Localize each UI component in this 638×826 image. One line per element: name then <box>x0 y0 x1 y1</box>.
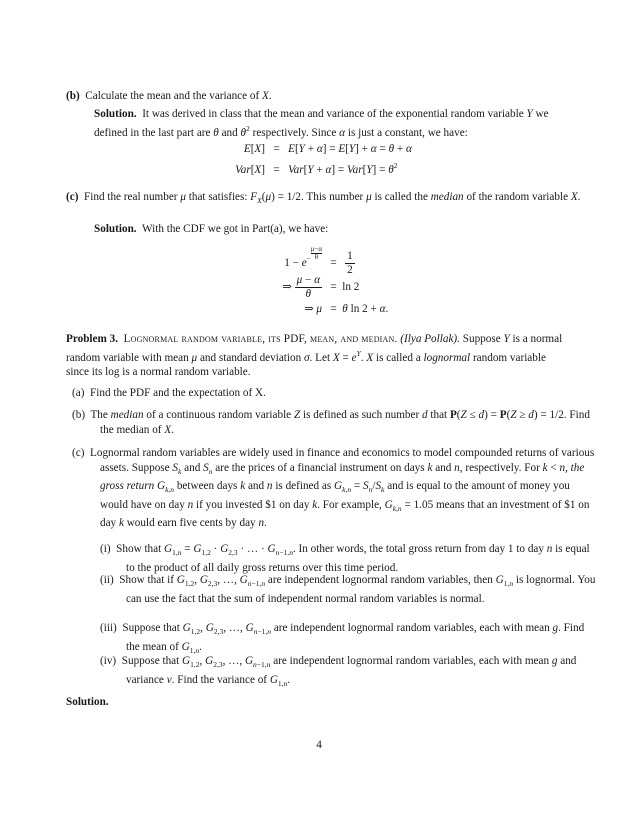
problem-3-iii-label: (iii) <box>100 622 117 634</box>
part-c-solution-label: Solution. <box>94 223 137 235</box>
part-c-solution-text: With the CDF we got in Part(a), we have: <box>142 223 329 235</box>
problem-3-part-c: (c) Lognormal random variables are widely used in finance and economics to model compounded returns of various assets. Suppose $S_k$ and $S_n$ are the prices of a financial instrument on days k and n, respectively. For k < n, the gross return $G_{k,n}$ between days k and n is defined as $G_{k,n} = S_n/S_k$ and is equal to the amount of money you would have on day n if you invested $1 on day k. For example, $G_{k,n} = 1.05$ means that an investment of $1 on day k would earn five cents by day n. <box>72 447 595 529</box>
median-rhs-ln2: ln 2 <box>342 281 360 294</box>
page-number: 4 <box>316 739 322 751</box>
problem-3-part-a <box>72 386 598 401</box>
problem-3-part-c-i: (i) Show that $G_{1,n} = G_{1,2} \cdot G_{2,3}$ · … · $G_{n-1,n}$. In other words, the total gross return from day 1 to day n is equal to the product of all daily gross returns over this time period. <box>100 543 590 574</box>
problem-3-i-label: (i) <box>100 543 111 555</box>
problem-3-part-c-iii: (iii) Suppose that $G_{1,2}$, $G_{2,3}$, …, $G_{n-1,n}$ are independent lognormal random variables, each with mean g. Find the mean of $G_{1,n}$. <box>100 622 585 655</box>
equation-variance: $Var[X] = Var[Y + \alpha] = Var[Y] = \theta^2$ <box>235 161 398 176</box>
problem-3-c-label: (c) <box>72 447 85 459</box>
problem-3-solution-label: Solution. <box>66 696 109 708</box>
problem-3-intro: Problem 3. Lognormal random variable, its PDF, mean, and median. (Ilya Pollak). Suppose Y is a normal random variable with mean μ and standard deviation σ. Let $X = e^Y$. X is called a lognormal random variable since its log is a normal random variable. <box>66 333 563 378</box>
problem-3-solution-heading <box>66 695 570 710</box>
problem-3-author: (Ilya Pollak). <box>400 333 460 345</box>
median-equation-line3: ⇒ μ = θ ln 2 + α. <box>304 303 389 315</box>
equation-mean: E[X] = E[Y + α] = E[Y] + α = θ + α <box>243 143 412 155</box>
problem-3-part-b: (b) The median of a continuous random variable Z is defined as such number d that P(Z ≤ d) = P(Z ≥ d) = 1/2. Find the median of X. <box>72 409 590 436</box>
problem-3-a-text: Find the PDF and the expectation of X. <box>90 387 266 399</box>
problem-3-part-c-iv: (iv) Suppose that $G_{1,2}$, $G_{2,3}$, …, $G_{n-1,n}$ are independent lognormal random variables, each with mean g and variance v. Find the variance of $G_{1,n}$. <box>100 655 577 688</box>
part-b-solution: Solution. It was derived in class that the mean and variance of the exponential random variable Y we defined in the last part are θ and $\theta^2$ respectively. Since α is just a constant, we have: <box>94 108 549 139</box>
problem-3-label: Problem 3. <box>66 333 118 345</box>
part-c-question: (c) Find the real number μ that satisfies: $F_X(\mu) = 1/2$. This number μ is called the median of the random variable X. <box>66 191 581 205</box>
problem-3-ii-label: (ii) <box>100 574 114 586</box>
problem-3-b-label: (b) <box>72 409 86 421</box>
part-b-solution-label: Solution. <box>94 108 137 120</box>
part-c-label: (c) <box>66 191 79 203</box>
median-equation-line2: ⇒ $\frac{\mu - \alpha}{\theta}$ = ln 2 <box>282 274 360 300</box>
problem-3-part-c-ii: (ii) Show that if $G_{1,2}$, $G_{2,3}$, …, $G_{n-1,n}$ are independent lognormal random variables, then $G_{1,n}$ is lognormal. You can use the fact that the sum of independent normal random variables is normal. <box>100 574 596 605</box>
problem-3-title: Lognormal random variable, its PDF, mean, and median. <box>123 333 398 345</box>
problem-3-iv-label: (iv) <box>100 655 117 667</box>
median-equation-line1: $1 - e^{- \frac{\mu-\alpha}{\theta}}$ = $\frac{1}{2}$ <box>284 245 353 276</box>
part-c-solution <box>94 222 570 237</box>
part-b-label: (b) <box>66 90 80 102</box>
part-b-question: (b) Calculate the mean and the variance of X. <box>66 90 272 102</box>
problem-3-a-label: (a) <box>72 387 85 399</box>
